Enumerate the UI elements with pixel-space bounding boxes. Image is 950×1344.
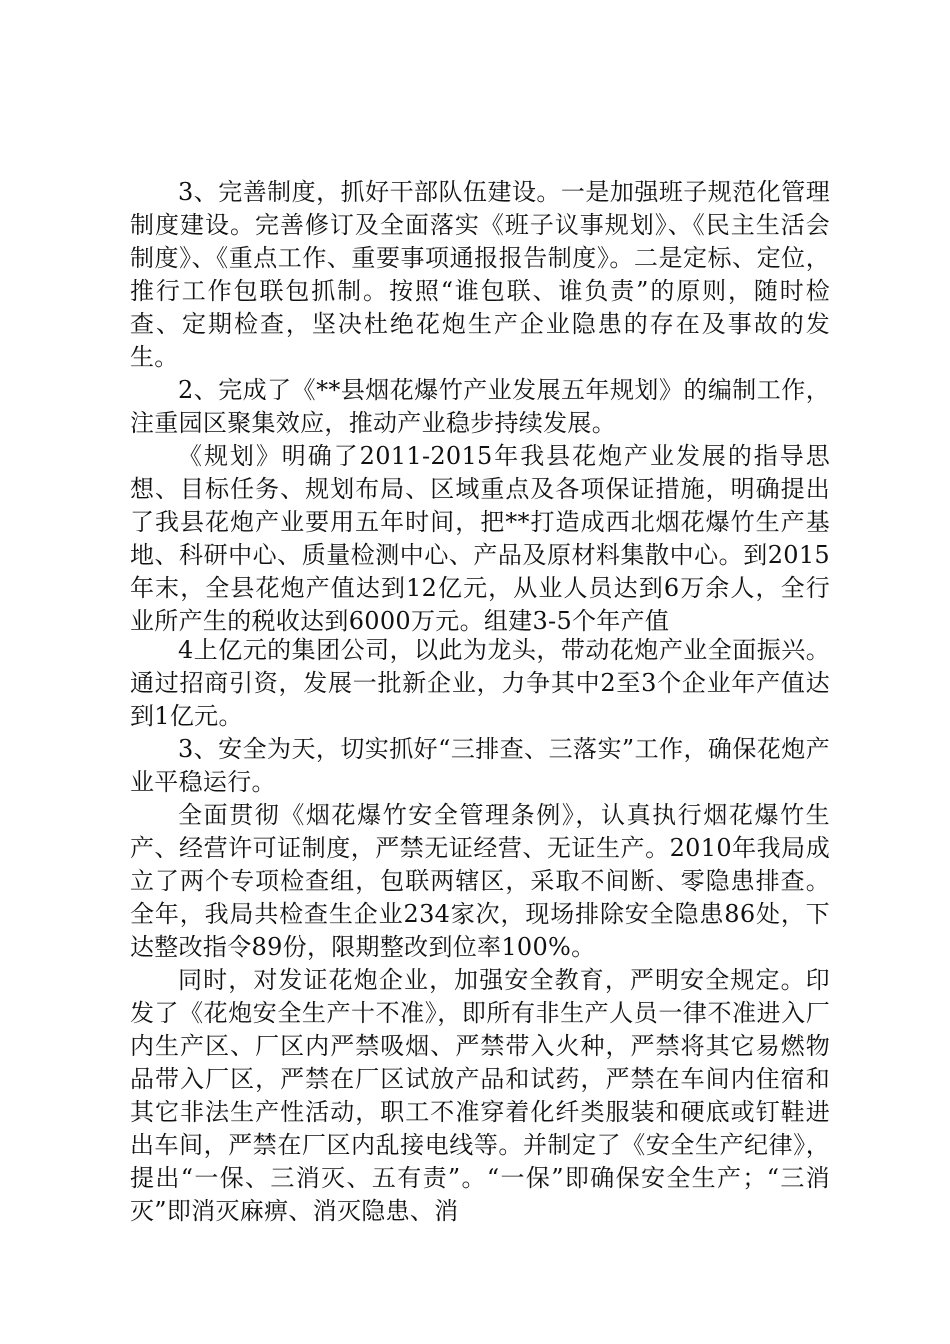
paragraph-safety-first: 3、安全为天，切实抓好“三排查、三落实”工作，确保花炮产业平稳运行。: [130, 735, 830, 796]
paragraph-system-improvement: 3、完善制度，抓好干部队伍建设。一是加强班子规范化管理制度建设。完善修订及全面落实《班子议事规划》、《民主生活会制度》、《重点工作、重要事项通报报告制度》。二是定标、定位，推行工作包联包抓制。按照“谁包联、谁负责”的原则，随时检查、定期检查，坚决杜绝花炮生产企业隐患的存在及事故的发生。: [130, 178, 830, 371]
text-block-lower: [130, 634, 830, 1228]
paragraph-five-year-plan: 2、完成了《**县烟花爆竹产业发展五年规划》的编制工作，注重园区聚集效应，推动产业稳步持续发展。: [130, 376, 830, 437]
text-block-upper: [130, 176, 830, 638]
paragraph-safety-education: 同时，对发证花炮企业，加强安全教育，严明安全规定。印发了《花炮安全生产十不准》，即所有非生产人员一律不准进入厂内生产区、厂区内严禁吸烟、严禁带入火种，严禁将其它易燃物品带入厂区，严禁在厂区试放产品和试药，严禁在车间内住宿和其它非法生产性活动，职工不准穿着化纤类服装和硬底或钉鞋进出车间，严禁在厂区内乱接电线等。并制定了《安全生产纪律》，提出“一保、三消灭、五有责”。“一保”即确保安全生产；“三消灭”即消灭麻痹、消灭隐患、消: [130, 966, 830, 1225]
paragraph-group-companies: 4上亿元的集团公司，以此为龙头，带动花炮产业全面振兴。通过招商引资，发展一批新企业，力争其中2至3个企业年产值达到1亿元。: [130, 636, 830, 730]
paragraph-plan-details: 《规划》明确了2011-2015年我县花炮产业发展的指导思想、目标任务、规划布局、区域重点及各项保证措施，明确提出了我县花炮产业要用五年时间，把**打造成西北烟花爆竹生产基地、科研中心、质量检测中心、产品及原材料集散中心。到2015年末，全县花炮产值达到12亿元，从业人员达到6万余人，全行业所产生的税收达到6000万元。组建3-5个年产值: [130, 442, 830, 635]
paragraph-safety-regulations: 全面贯彻《烟花爆竹安全管理条例》，认真执行烟花爆竹生产、经营许可证制度，严禁无证经营、无证生产。2010年我局成立了两个专项检查组，包联两辖区，采取不间断、零隐患排查。全年，我局共检查生企业234家次，现场排除安全隐患86处，下达整改指令89份，限期整改到位率100%。: [130, 801, 830, 961]
